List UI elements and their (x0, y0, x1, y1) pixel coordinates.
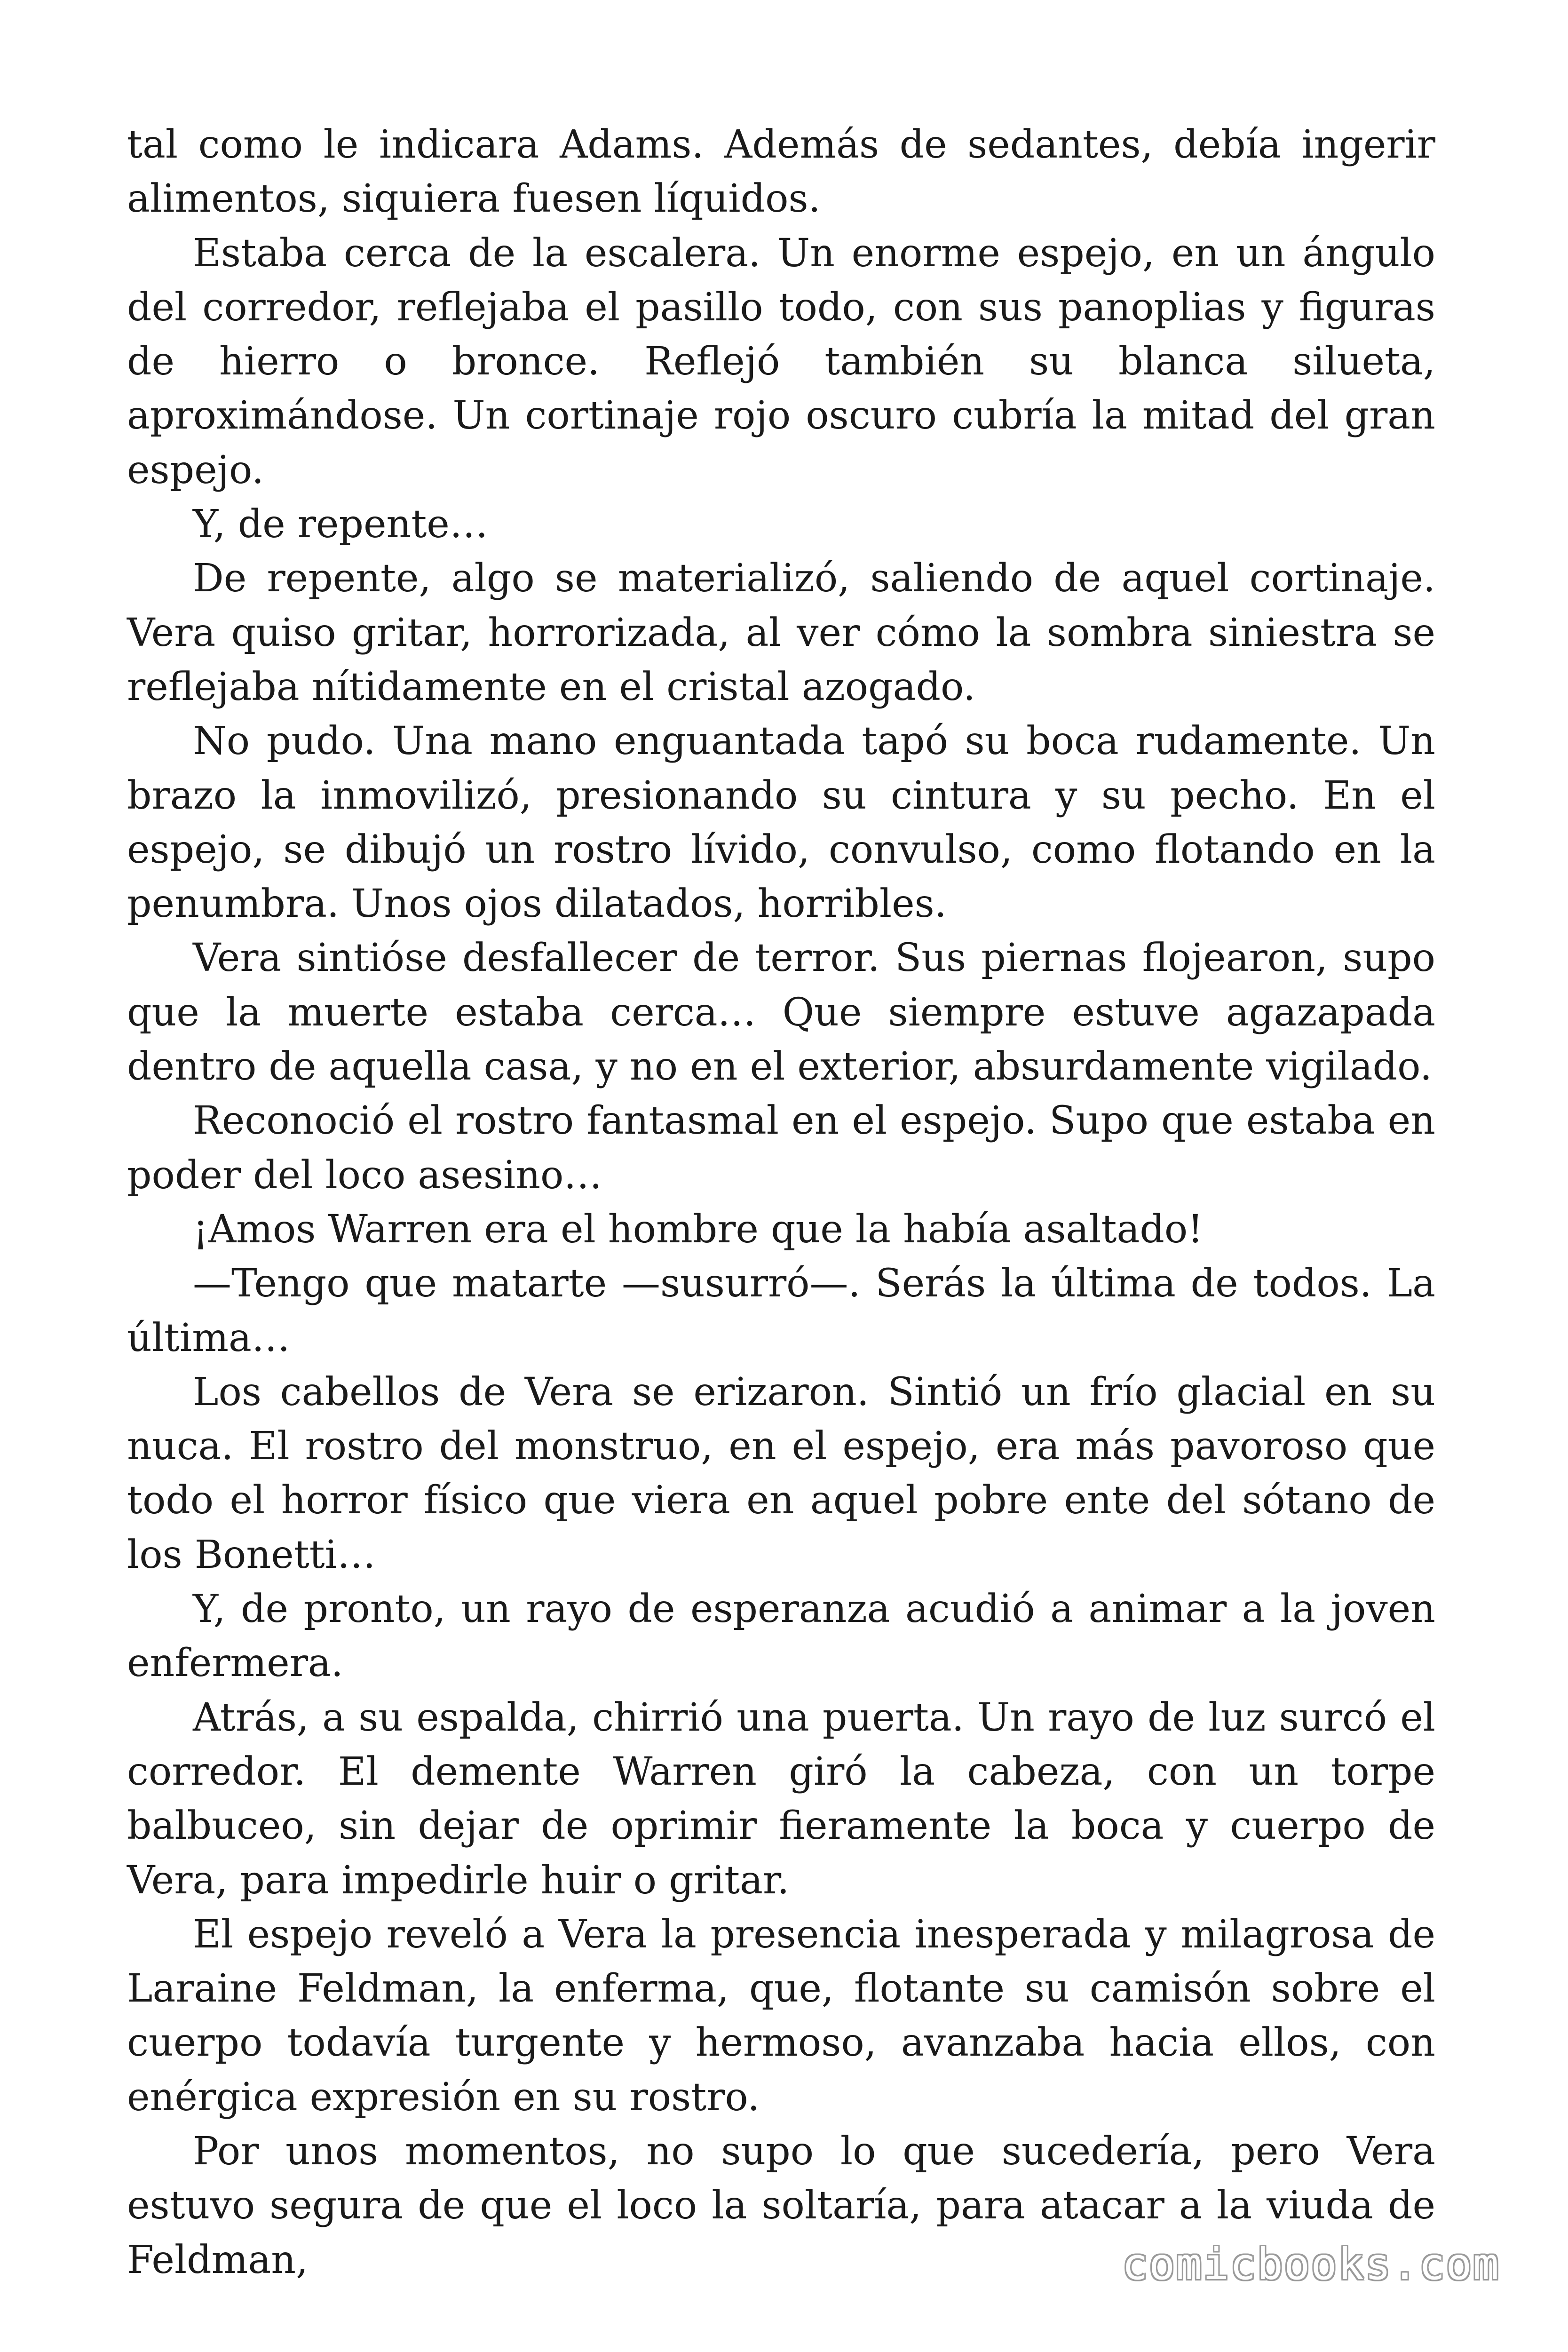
paragraph-11: Y, de pronto, un rayo de esperanza acudió a animar a la joven enfermera. (127, 1587, 1435, 1686)
paragraph-6: Vera sintióse desfallecer de terror. Sus piernas flojearon, supo que la muerte estaba cerca… Que siempre estuve agazapada dentro de aquella casa, y no en el exterior, absurdamente vigilado. (127, 936, 1435, 1089)
paragraph-12: Atrás, a su espalda, chirrió una puerta. Un rayo de luz surcó el corredor. El demente Warren giró la cabeza, con un torpe balbuceo, sin dejar de oprimir fieramente la boca y cuerpo de Vera, para impedirle huir o gritar. (127, 1695, 1435, 1903)
paragraph-4: De repente, algo se materializó, saliendo de aquel cortinaje. Vera quiso gritar, horrorizada, al ver cómo la sombra siniestra se reflejaba nítidamente en el cristal azogado. (127, 556, 1435, 709)
paragraph-10: Los cabellos de Vera se erizaron. Sintió un frío glacial en su nuca. El rostro del monstruo, en el espejo, era más pavoroso que todo el horror físico que viera en aquel pobre ente del sótano de los Bonetti… (127, 1369, 1435, 1577)
paragraph-9: —Tengo que matarte —susurró—. Serás la última de todos. La última… (127, 1261, 1435, 1360)
page-text (127, 118, 1435, 2287)
paragraph-2: Estaba cerca de la escalera. Un enorme espejo, en un ángulo del corredor, reflejaba el pasillo todo, con sus panoplias y figuras de hierro o bronce. Reflejó también su blanca silueta, aproximándose. Un cortinaje rojo oscuro cubría la mitad del gran espejo. (127, 230, 1435, 493)
paragraph-13: El espejo reveló a Vera la presencia inesperada y milagrosa de Laraine Feldman, la enferma, que, flotante su camisón sobre el cuerpo todavía turgente y hermoso, avanzaba hacia ellos, con enérgica expresión en su rostro. (127, 1912, 1435, 2120)
paragraph-3: Y, de repente… (193, 502, 488, 547)
paragraph-14: Por unos momentos, no supo lo que sucedería, pero Vera estuvo segura de que el loco la soltaría, para atacar a la viuda de Feldman, (127, 2129, 1435, 2282)
paragraph-5: No pudo. Una mano enguantada tapó su boca rudamente. Un brazo la inmovilizó, presionando su cintura y su pecho. En el espejo, se dibujó un rostro lívido, convulso, como flotando en la penumbra. Unos ojos dilatados, horribles. (127, 719, 1435, 927)
paragraph-1: tal como le indicara Adams. Además de sedantes, debía ingerir alimentos, siquiera fuesen líquidos. (127, 122, 1435, 222)
paragraph-8: ¡Amos Warren era el hombre que la había asaltado! (193, 1207, 1204, 1252)
watermark-logo: comicbooks.com (1122, 2239, 1500, 2289)
paragraph-7: Reconoció el rostro fantasmal en el espejo. Supo que estaba en poder del loco asesino… (127, 1098, 1435, 1198)
